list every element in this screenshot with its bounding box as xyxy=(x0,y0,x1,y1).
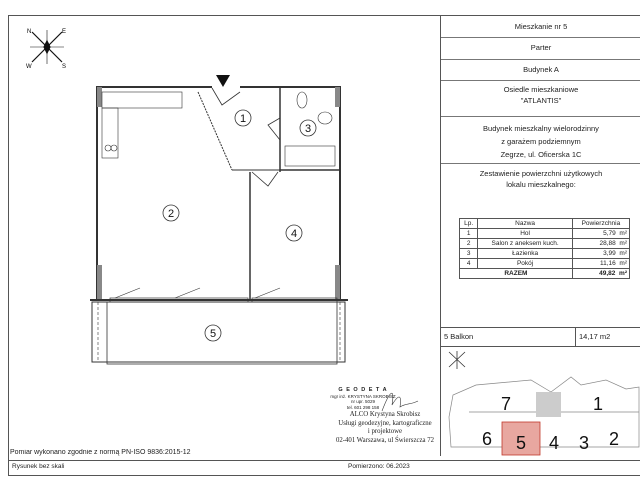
summary-heading xyxy=(441,168,640,190)
info-panel xyxy=(440,15,640,456)
estate-line: Osiedle mieszkaniowe xyxy=(503,85,579,94)
company-name: ALCO Krystyna Skrobisz xyxy=(349,411,421,418)
balcony-area: 14,17 m2 xyxy=(575,328,610,346)
unit-5: 5 xyxy=(515,433,527,453)
scale-note: Rysunek bez skali xyxy=(12,463,65,470)
table-row xyxy=(460,249,630,259)
table-total-row xyxy=(460,269,630,279)
unit-2: 2 xyxy=(608,429,620,449)
unit-6: 6 xyxy=(481,429,493,449)
col-lp: Lp. xyxy=(460,219,478,229)
company-info xyxy=(320,411,450,445)
cell-lp: 4 xyxy=(460,259,478,269)
cell-lp: 1 xyxy=(460,229,478,239)
unit-1: 1 xyxy=(592,394,604,414)
cell-name: Łazienka xyxy=(478,249,572,259)
col-area: Powierzchnia xyxy=(572,219,629,229)
site-plan xyxy=(441,347,640,457)
compass-n: N xyxy=(27,29,32,35)
floor-level: Parter xyxy=(441,37,640,60)
entrance-marker-icon xyxy=(216,75,230,87)
unit-7: 7 xyxy=(500,394,512,414)
company-address: 02-401 Warszawa, ul Świerszcza 72 xyxy=(335,436,435,444)
total-label: RAZEM xyxy=(460,269,573,279)
cell-area: 11,16 m² xyxy=(572,259,629,269)
compass-w: W xyxy=(26,64,32,70)
cell-area: 28,88 m² xyxy=(572,239,629,249)
company-line: i projektowe xyxy=(367,428,403,435)
col-name: Nazwa xyxy=(478,219,572,229)
building-description xyxy=(441,117,640,164)
cell-name: Hol xyxy=(478,229,572,239)
unit-3: 3 xyxy=(578,433,590,453)
cell-name: Pokój xyxy=(478,259,572,269)
stamp-line: tel. 601 298 158 xyxy=(346,404,380,410)
measured-date: Pomierzono: 06.2023 xyxy=(348,463,410,470)
summary-line: Zestawienie powierzchni użytkowych xyxy=(479,169,603,178)
apartment-number: Mieszkanie nr 5 xyxy=(441,16,640,38)
building-name: Budynek A xyxy=(441,59,640,81)
table-row xyxy=(460,239,630,249)
room-label-5: 5 xyxy=(209,328,217,340)
company-line: Usługi geodezyjne, kartograficzne xyxy=(338,419,432,427)
norm-note: Pomiar wykonano zgodnie z normą PN-ISO 9836:2015-12 xyxy=(10,449,191,456)
summary-line: lokalu mieszkalnego: xyxy=(506,180,576,189)
stamp-title: G E O D E T A xyxy=(338,387,388,393)
area-table xyxy=(459,218,630,279)
cell-name: Salon z aneksem kuch. xyxy=(478,239,572,249)
estate-line: "ATLANTIS" xyxy=(520,96,562,105)
cell-lp: 3 xyxy=(460,249,478,259)
room-label-2: 2 xyxy=(167,208,175,220)
balcony-label: 5 Balkon xyxy=(444,332,474,341)
room-label-4: 4 xyxy=(290,228,298,240)
compass-small-icon xyxy=(449,351,465,369)
description-line: Budynek mieszkalny wielorodzinny xyxy=(483,124,599,133)
cell-lp: 2 xyxy=(460,239,478,249)
room-label-3: 3 xyxy=(304,123,312,135)
room-label-1: 1 xyxy=(239,113,247,125)
cell-area: 3,99 m² xyxy=(572,249,629,259)
table-header xyxy=(460,219,630,229)
total-area: 49,82 m² xyxy=(572,269,629,279)
balcony-row xyxy=(441,327,640,347)
stamp-line: nr upr. 5029 xyxy=(350,399,376,404)
estate-name xyxy=(441,80,640,117)
compass-s: S xyxy=(62,64,67,70)
address-line: Zegrze, ul. Oficerska 1C xyxy=(500,150,582,159)
cell-area: 5,79 m² xyxy=(572,229,629,239)
description-line: z garażem podziemnym xyxy=(501,137,581,146)
footer-border xyxy=(8,460,640,476)
table-row xyxy=(460,229,630,239)
unit-4: 4 xyxy=(548,433,560,453)
stamp-line: mgr inż. KRYSTYNA SKROBISZ xyxy=(330,393,396,399)
compass-e: E xyxy=(62,29,67,35)
table-row xyxy=(460,259,630,269)
